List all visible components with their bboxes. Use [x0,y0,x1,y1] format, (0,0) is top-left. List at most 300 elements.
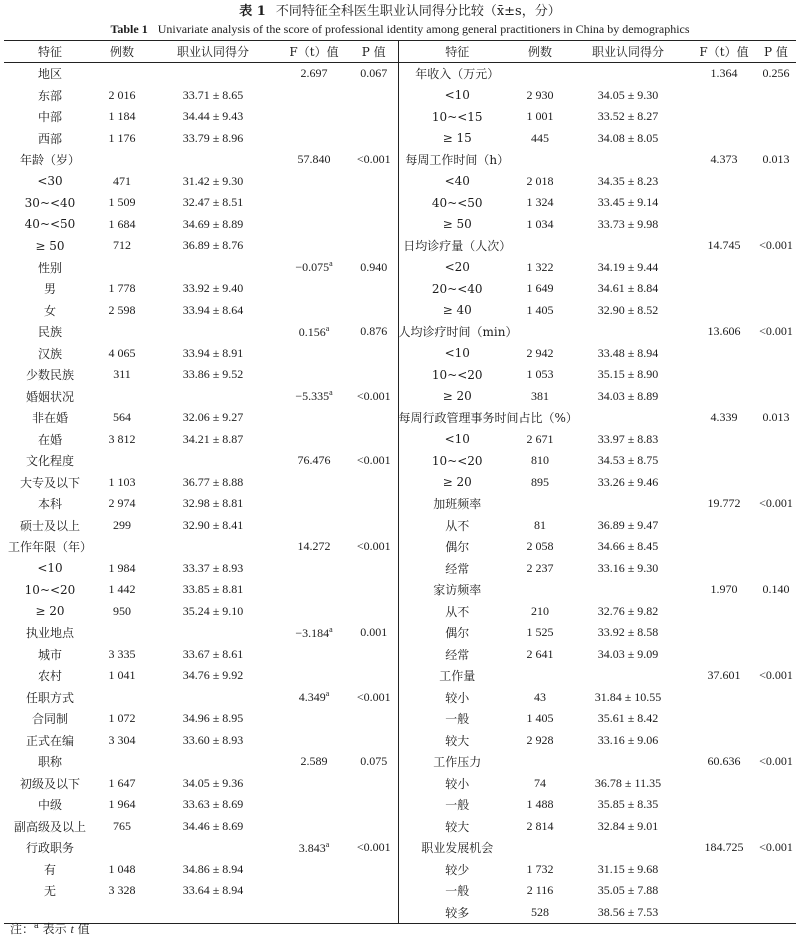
subgroup-label: 硕士及以上 [19,518,80,533]
table-row [4,751,796,773]
score-cell: 34.61 ± 8.84 [597,281,659,296]
stat-value: 4.373 [710,152,738,167]
table-row [4,902,796,924]
stat-cell [278,751,350,773]
count-cell: 3 328 [108,883,136,898]
stat-value: 37.601 [707,668,741,683]
p-cell: 0.013 [762,152,790,167]
empty-cell [692,343,756,365]
empty-cell [350,429,398,451]
empty-cell [96,321,148,343]
subgroup-label: 无 [43,884,56,899]
header-cell: 职业认同得分 [148,41,278,63]
subgroup-label: <10 [444,432,470,447]
count-cell: 1 041 [108,668,136,683]
table-row [4,665,796,687]
table-row [4,149,796,171]
empty-cell [350,214,398,236]
count-cell: 2 930 [526,87,554,102]
subgroup-label: 有 [43,862,56,877]
empty-cell [756,730,796,752]
group-label: 婚姻状况 [25,389,74,404]
score-cell: 33.26 ± 9.46 [597,474,659,489]
count-cell: 1 964 [108,797,136,812]
count-cell: 810 [531,453,549,468]
subgroup-label: 偶尔 [445,540,470,555]
count-cell: 445 [531,130,549,145]
count-cell: 1 649 [526,281,554,296]
stat-value: 14.745 [707,238,741,253]
table-label-cn: 表 1 [239,4,266,19]
empty-cell [692,128,756,150]
group-label: 人均诊疗时间（min） [398,325,518,340]
p-cell: 0.013 [762,410,790,425]
stat-value: 4.349 [298,690,326,705]
empty-cell [516,235,564,257]
score-cell: 34.05 ± 9.30 [597,87,659,102]
empty-cell [350,106,398,128]
score-cell: 33.48 ± 8.94 [597,345,659,360]
results-table [4,40,796,924]
stat-value: −5.335 [295,389,330,404]
empty-cell [148,321,278,343]
empty-cell [278,128,350,150]
count-cell: 1 509 [108,195,136,210]
table-row [4,450,796,472]
score-cell: 33.37 ± 8.93 [182,560,244,575]
score-cell: 34.44 ± 9.43 [182,109,244,124]
stat-cell [278,149,350,171]
count-cell: 2 018 [526,173,554,188]
empty-cell [96,63,148,85]
empty-cell [278,343,350,365]
empty-cell [692,558,756,580]
empty-cell [278,601,350,623]
score-cell: 33.92 ± 8.58 [597,625,659,640]
count-cell: 1 984 [108,560,136,575]
score-cell: 32.90 ± 8.41 [182,517,244,532]
count-cell: 81 [534,517,546,532]
empty-cell [692,364,756,386]
score-cell: 34.69 ± 8.89 [182,216,244,231]
empty-cell [350,816,398,838]
subgroup-label: 较小 [445,690,470,705]
score-cell: 34.19 ± 9.44 [597,259,659,274]
stat-value: 4.339 [710,410,738,425]
subgroup-label: 40~<50 [24,217,76,232]
count-cell: 1 322 [526,259,554,274]
empty-cell [692,730,756,752]
table-row [4,321,796,343]
stat-value: −3.184 [295,625,330,640]
empty-cell [692,536,756,558]
empty-cell [350,708,398,730]
count-cell: 564 [113,410,131,425]
header-cell: 特征 [398,41,516,63]
stat-cell [692,579,756,601]
footnote-suffix: 值 [73,922,90,936]
subgroup-label: ≥ 50 [442,217,472,232]
group-label: 地区 [37,67,62,82]
empty-cell [148,257,278,279]
table-row [4,816,796,838]
score-cell: 33.86 ± 9.52 [182,367,244,382]
empty-cell [756,902,796,924]
empty-cell [756,515,796,537]
empty-cell [148,536,278,558]
count-cell: 311 [113,367,131,382]
empty-cell [278,364,350,386]
group-label: 家访频率 [433,583,482,598]
empty-cell [350,730,398,752]
table-title-en [0,22,800,36]
empty-cell [756,644,796,666]
empty-cell [148,622,278,644]
empty-cell [148,386,278,408]
stat-cell [278,63,350,85]
count-cell: 1 488 [526,797,554,812]
table-row [4,708,796,730]
empty-cell [564,665,692,687]
empty-cell [96,149,148,171]
empty-cell [96,450,148,472]
empty-cell [692,773,756,795]
subgroup-label: 少数民族 [25,368,74,383]
stat-marker: a [329,624,333,634]
count-cell: 1 732 [526,861,554,876]
empty-cell [756,794,796,816]
empty-cell [516,149,564,171]
p-cell: 0.876 [350,321,398,343]
empty-cell [692,515,756,537]
score-cell: 32.98 ± 8.81 [182,496,244,511]
empty-cell [350,644,398,666]
empty-cell [278,214,350,236]
empty-cell [350,472,398,494]
count-cell: 1 405 [526,302,554,317]
empty-cell [564,493,692,515]
score-cell: 34.05 ± 9.36 [182,775,244,790]
empty-cell [278,278,350,300]
subgroup-label: 20~<40 [431,281,483,296]
subgroup-label: <10 [37,561,63,576]
group-label: 年龄（岁） [19,153,80,168]
stat-value: 2.697 [300,66,328,81]
empty-cell [350,859,398,881]
count-cell: 2 671 [526,431,554,446]
stat-cell [692,321,756,343]
stat-value: 60.636 [707,754,741,769]
p-cell: <0.001 [350,450,398,472]
count-cell: 765 [113,818,131,833]
score-cell: 36.78 ± 11.35 [594,775,662,790]
header-cell: F（t）值 [278,41,350,63]
count-cell: 712 [113,238,131,253]
header-cell: 特征 [4,41,96,63]
group-label: 民族 [37,325,62,340]
subgroup-label: 合同制 [31,712,68,727]
empty-cell [350,278,398,300]
empty-cell [350,300,398,322]
p-cell: 0.075 [350,751,398,773]
subgroup-label: 大专及以下 [19,475,80,490]
stat-cell [278,321,350,343]
header-cell: P 值 [756,41,796,63]
subgroup-label: 30~<40 [24,195,76,210]
stat-value: 1.970 [710,582,738,597]
count-cell: 210 [531,603,549,618]
table-row [4,192,796,214]
subgroup-label: 从不 [445,604,470,619]
stat-marker: a [325,839,330,849]
p-cell: <0.001 [350,386,398,408]
subgroup-label: 经常 [445,647,470,662]
score-cell: 34.21 ± 8.87 [182,431,244,446]
group-label: 执业地点 [25,626,74,641]
count-cell: 1 405 [526,711,554,726]
subgroup-label: ≥ 50 [35,238,65,253]
empty-cell [278,300,350,322]
stat-cell [692,837,756,859]
subgroup-label: 农村 [37,669,62,684]
empty-cell [756,558,796,580]
empty-cell [350,794,398,816]
empty-cell [564,235,692,257]
score-cell: 33.67 ± 8.61 [182,646,244,661]
score-cell: 34.08 ± 8.05 [597,130,659,145]
empty-cell [148,63,278,85]
empty-cell [564,63,692,85]
empty-cell [96,687,148,709]
score-cell: 35.85 ± 8.35 [597,797,659,812]
subgroup-label: <10 [444,346,470,361]
subgroup-label: <30 [37,174,63,189]
empty-cell [692,859,756,881]
score-cell: 35.24 ± 9.10 [182,603,244,618]
stat-value: 14.272 [297,539,331,554]
empty-cell [350,85,398,107]
count-cell: 1 053 [526,367,554,382]
score-cell: 32.47 ± 8.51 [182,195,244,210]
header-cell: P 值 [350,41,398,63]
table-title-cn [0,4,800,20]
empty-cell [278,429,350,451]
table-caption-cn: 不同特征全科医生职业认同得分比较（x̄±s，分） [275,4,561,19]
stat-cell [692,407,756,429]
empty-cell [278,730,350,752]
table-row [4,536,796,558]
subgroup-label: 中部 [37,110,62,125]
stat-cell [692,493,756,515]
table-row [4,85,796,107]
empty-cell [692,85,756,107]
empty-cell [96,902,148,924]
p-cell: 0.940 [350,257,398,279]
table-row [4,859,796,881]
count-cell: 1 778 [108,281,136,296]
score-cell: 34.86 ± 8.94 [182,861,244,876]
stat-value: 3.843 [298,840,326,855]
stat-value: 57.840 [297,152,331,167]
subgroup-label: 女 [43,303,56,318]
score-cell: 31.42 ± 9.30 [182,173,244,188]
subgroup-label: 一般 [445,798,470,813]
empty-cell [692,622,756,644]
table-row [4,579,796,601]
count-cell: 1 103 [108,474,136,489]
table-row [4,257,796,279]
footnote-text: 表示 [38,922,71,936]
stat-cell [278,450,350,472]
table-row [4,730,796,752]
score-cell: 34.35 ± 8.23 [597,173,659,188]
table-row [4,407,796,429]
empty-cell [692,601,756,623]
subgroup-label: 汉族 [37,346,62,361]
group-label: 日均诊疗量（人次） [403,239,512,254]
stat-cell [692,149,756,171]
empty-cell [516,837,564,859]
count-cell: 1 001 [526,109,554,124]
table-row [4,343,796,365]
count-cell: 3 335 [108,646,136,661]
count-cell: 2 928 [526,732,554,747]
count-cell: 43 [534,689,546,704]
group-label: 年收入（万元） [415,67,500,82]
subgroup-label: 中级 [37,798,62,813]
table-row [4,429,796,451]
empty-cell [692,816,756,838]
empty-cell [350,515,398,537]
group-label: 职业发展机会 [421,841,494,856]
empty-cell [516,579,564,601]
score-cell: 36.77 ± 8.88 [182,474,244,489]
score-cell: 36.89 ± 8.76 [182,238,244,253]
empty-cell [756,192,796,214]
score-cell: 33.60 ± 8.93 [182,732,244,747]
empty-cell [516,321,564,343]
empty-cell [692,644,756,666]
empty-cell [756,128,796,150]
empty-cell [350,880,398,902]
score-cell: 34.03 ± 8.89 [597,388,659,403]
subgroup-label: <20 [444,260,470,275]
empty-cell [564,407,692,429]
p-cell: 0.001 [350,622,398,644]
count-cell: 1 176 [108,130,136,145]
subgroup-label: ≥ 40 [442,303,472,318]
empty-cell [350,665,398,687]
score-cell: 33.16 ± 9.30 [597,560,659,575]
count-cell: 381 [531,388,549,403]
score-cell: 34.03 ± 9.09 [597,646,659,661]
empty-cell [692,687,756,709]
stat-cell [278,837,350,859]
table-row [4,63,796,85]
empty-cell [278,859,350,881]
empty-cell [350,601,398,623]
stat-value: 2.589 [300,754,328,769]
score-cell: 34.53 ± 8.75 [597,453,659,468]
empty-cell [96,257,148,279]
stat-value: −0.075 [295,260,330,275]
empty-cell [278,558,350,580]
score-cell: 34.96 ± 8.95 [182,711,244,726]
score-cell: 33.45 ± 9.14 [597,195,659,210]
empty-cell [278,644,350,666]
empty-cell [148,450,278,472]
group-label: 每周行政管理事务时间占比（%） [398,411,578,426]
empty-cell [756,687,796,709]
table-row [4,278,796,300]
empty-cell [756,880,796,902]
subgroup-label: 40~<50 [431,195,483,210]
stat-cell [278,257,350,279]
empty-cell [692,192,756,214]
p-cell: <0.001 [350,149,398,171]
table-row [4,171,796,193]
empty-cell [564,579,692,601]
group-label: 工作年限（年） [7,540,92,555]
subgroup-label: 西部 [37,131,62,146]
count-cell: 2 116 [526,883,554,898]
stat-value: 76.476 [297,453,331,468]
count-cell: 1 647 [108,775,136,790]
footnote-t: t [70,922,74,936]
stat-marker: a [325,689,330,699]
empty-cell [278,192,350,214]
empty-cell [350,902,398,924]
score-cell: 31.84 ± 10.55 [594,689,662,704]
table-row [4,880,796,902]
empty-cell [278,902,350,924]
score-cell: 33.92 ± 9.40 [182,281,244,296]
p-cell: <0.001 [759,324,793,339]
subgroup-label: 较少 [445,862,470,877]
empty-cell [350,128,398,150]
empty-cell [278,235,350,257]
table-row [4,364,796,386]
table-row [4,794,796,816]
subgroup-label: 较大 [445,819,470,834]
stat-value: 19.772 [707,496,741,511]
empty-cell [516,493,564,515]
empty-cell [350,579,398,601]
empty-cell [692,214,756,236]
p-cell: <0.001 [759,668,793,683]
table-row [4,515,796,537]
subgroup-label: 较多 [398,902,516,924]
score-cell: 33.85 ± 8.81 [182,582,244,597]
score-cell: 33.94 ± 8.64 [182,302,244,317]
p-cell: <0.001 [350,687,398,709]
table-body [4,63,796,924]
empty-cell [692,386,756,408]
subgroup-label: 在婚 [37,432,62,447]
count-cell: 2 237 [526,560,554,575]
table-row [4,472,796,494]
count-cell: 950 [113,603,131,618]
score-cell: 33.63 ± 8.69 [182,797,244,812]
empty-cell [756,257,796,279]
score-cell: 35.61 ± 8.42 [597,711,659,726]
empty-cell [350,493,398,515]
empty-cell [756,429,796,451]
stat-marker: a [329,388,333,398]
empty-cell [756,622,796,644]
count-cell: 1 048 [108,861,136,876]
empty-cell [278,880,350,902]
